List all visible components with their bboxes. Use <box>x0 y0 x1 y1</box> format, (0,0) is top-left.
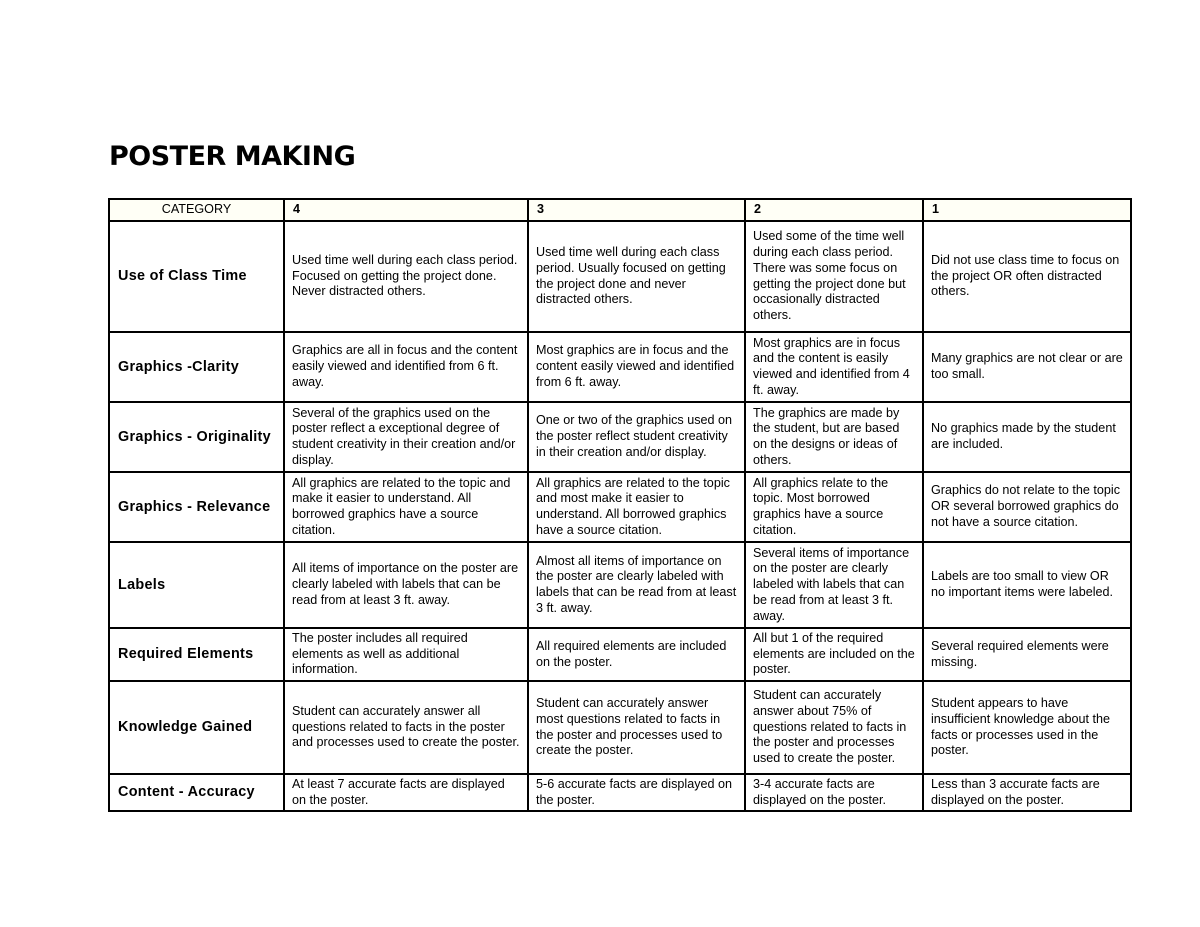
cell-score-2: All but 1 of the required elements are included on the poster. <box>745 628 923 681</box>
cell-score-4: Student can accurately answer all questions related to facts in the poster and processes used to create the poster. <box>284 681 528 774</box>
cell-score-2: Used some of the time well during each class period. There was some focus on getting the project done but occasionally distracted others. <box>745 221 923 332</box>
table-row <box>109 628 1131 681</box>
row-category: Graphics - Originality <box>109 402 284 472</box>
cell-score-4: The poster includes all required elements as well as additional information. <box>284 628 528 681</box>
table-row <box>109 472 1131 542</box>
cell-score-1: Student appears to have insufficient knowledge about the facts or processes used in the poster. <box>923 681 1131 774</box>
cell-score-2: The graphics are made by the student, but are based on the designs or ideas of others. <box>745 402 923 472</box>
cell-score-4: At least 7 accurate facts are displayed on the poster. <box>284 774 528 811</box>
table-row <box>109 774 1131 811</box>
cell-score-3: Used time well during each class period. Usually focused on getting the project done and never distracted others. <box>528 221 745 332</box>
table-row <box>109 681 1131 774</box>
cell-score-3: All required elements are included on the poster. <box>528 628 745 681</box>
cell-score-4: All items of importance on the poster are clearly labeled with labels that can be read from at least 3 ft. away. <box>284 542 528 628</box>
row-category: Knowledge Gained <box>109 681 284 774</box>
header-score-3: 3 <box>528 199 745 221</box>
cell-score-1: Did not use class time to focus on the project OR often distracted others. <box>923 221 1131 332</box>
row-category: Graphics - Relevance <box>109 472 284 542</box>
cell-score-3: One or two of the graphics used on the poster reflect student creativity in their creation and/or display. <box>528 402 745 472</box>
cell-score-1: Labels are too small to view OR no important items were labeled. <box>923 542 1131 628</box>
table-row <box>109 542 1131 628</box>
header-score-4: 4 <box>284 199 528 221</box>
cell-score-4: All graphics are related to the topic and make it easier to understand. All borrowed graphics have a source citation. <box>284 472 528 542</box>
table-row <box>109 402 1131 472</box>
cell-score-4: Used time well during each class period. Focused on getting the project done. Never distracted others. <box>284 221 528 332</box>
cell-score-4: Several of the graphics used on the poster reflect a exceptional degree of student creativity in their creation and/or display. <box>284 402 528 472</box>
cell-score-2: Several items of importance on the poster are clearly labeled with labels that can be read from at least 3 ft. away. <box>745 542 923 628</box>
cell-score-2: Student can accurately answer about 75% of questions related to facts in the poster and processes used to create the poster. <box>745 681 923 774</box>
header-row <box>109 199 1131 221</box>
cell-score-3: All graphics are related to the topic and most make it easier to understand. All borrowed graphics have a source citation. <box>528 472 745 542</box>
cell-score-3: Student can accurately answer most questions related to facts in the poster and processes used to create the poster. <box>528 681 745 774</box>
cell-score-3: Most graphics are in focus and the content easily viewed and identified from 6 ft. away. <box>528 332 745 402</box>
row-category: Content - Accuracy <box>109 774 284 811</box>
cell-score-1: Graphics do not relate to the topic OR several borrowed graphics do not have a source citation. <box>923 472 1131 542</box>
rubric-body <box>109 221 1131 811</box>
cell-score-2: Most graphics are in focus and the content is easily viewed and identified from 4 ft. away. <box>745 332 923 402</box>
cell-score-3: Almost all items of importance on the poster are clearly labeled with labels that can be read from at least 3 ft. away. <box>528 542 745 628</box>
row-category: Use of Class Time <box>109 221 284 332</box>
cell-score-1: Less than 3 accurate facts are displayed on the poster. <box>923 774 1131 811</box>
row-category: Required Elements <box>109 628 284 681</box>
table-row <box>109 332 1131 402</box>
cell-score-4: Graphics are all in focus and the content easily viewed and identified from 6 ft. away. <box>284 332 528 402</box>
cell-score-2: 3-4 accurate facts are displayed on the poster. <box>745 774 923 811</box>
cell-score-1: No graphics made by the student are included. <box>923 402 1131 472</box>
cell-score-3: 5-6 accurate facts are displayed on the poster. <box>528 774 745 811</box>
cell-score-1: Many graphics are not clear or are too small. <box>923 332 1131 402</box>
cell-score-2: All graphics relate to the topic. Most borrowed graphics have a source citation. <box>745 472 923 542</box>
table-row <box>109 221 1131 332</box>
page-title: POSTER MAKING <box>109 141 356 172</box>
rubric-table <box>108 198 1132 812</box>
header-score-2: 2 <box>745 199 923 221</box>
cell-score-1: Several required elements were missing. <box>923 628 1131 681</box>
rubric-header <box>109 199 1131 221</box>
row-category: Graphics -Clarity <box>109 332 284 402</box>
row-category: Labels <box>109 542 284 628</box>
header-score-1: 1 <box>923 199 1131 221</box>
header-category: CATEGORY <box>109 199 284 221</box>
